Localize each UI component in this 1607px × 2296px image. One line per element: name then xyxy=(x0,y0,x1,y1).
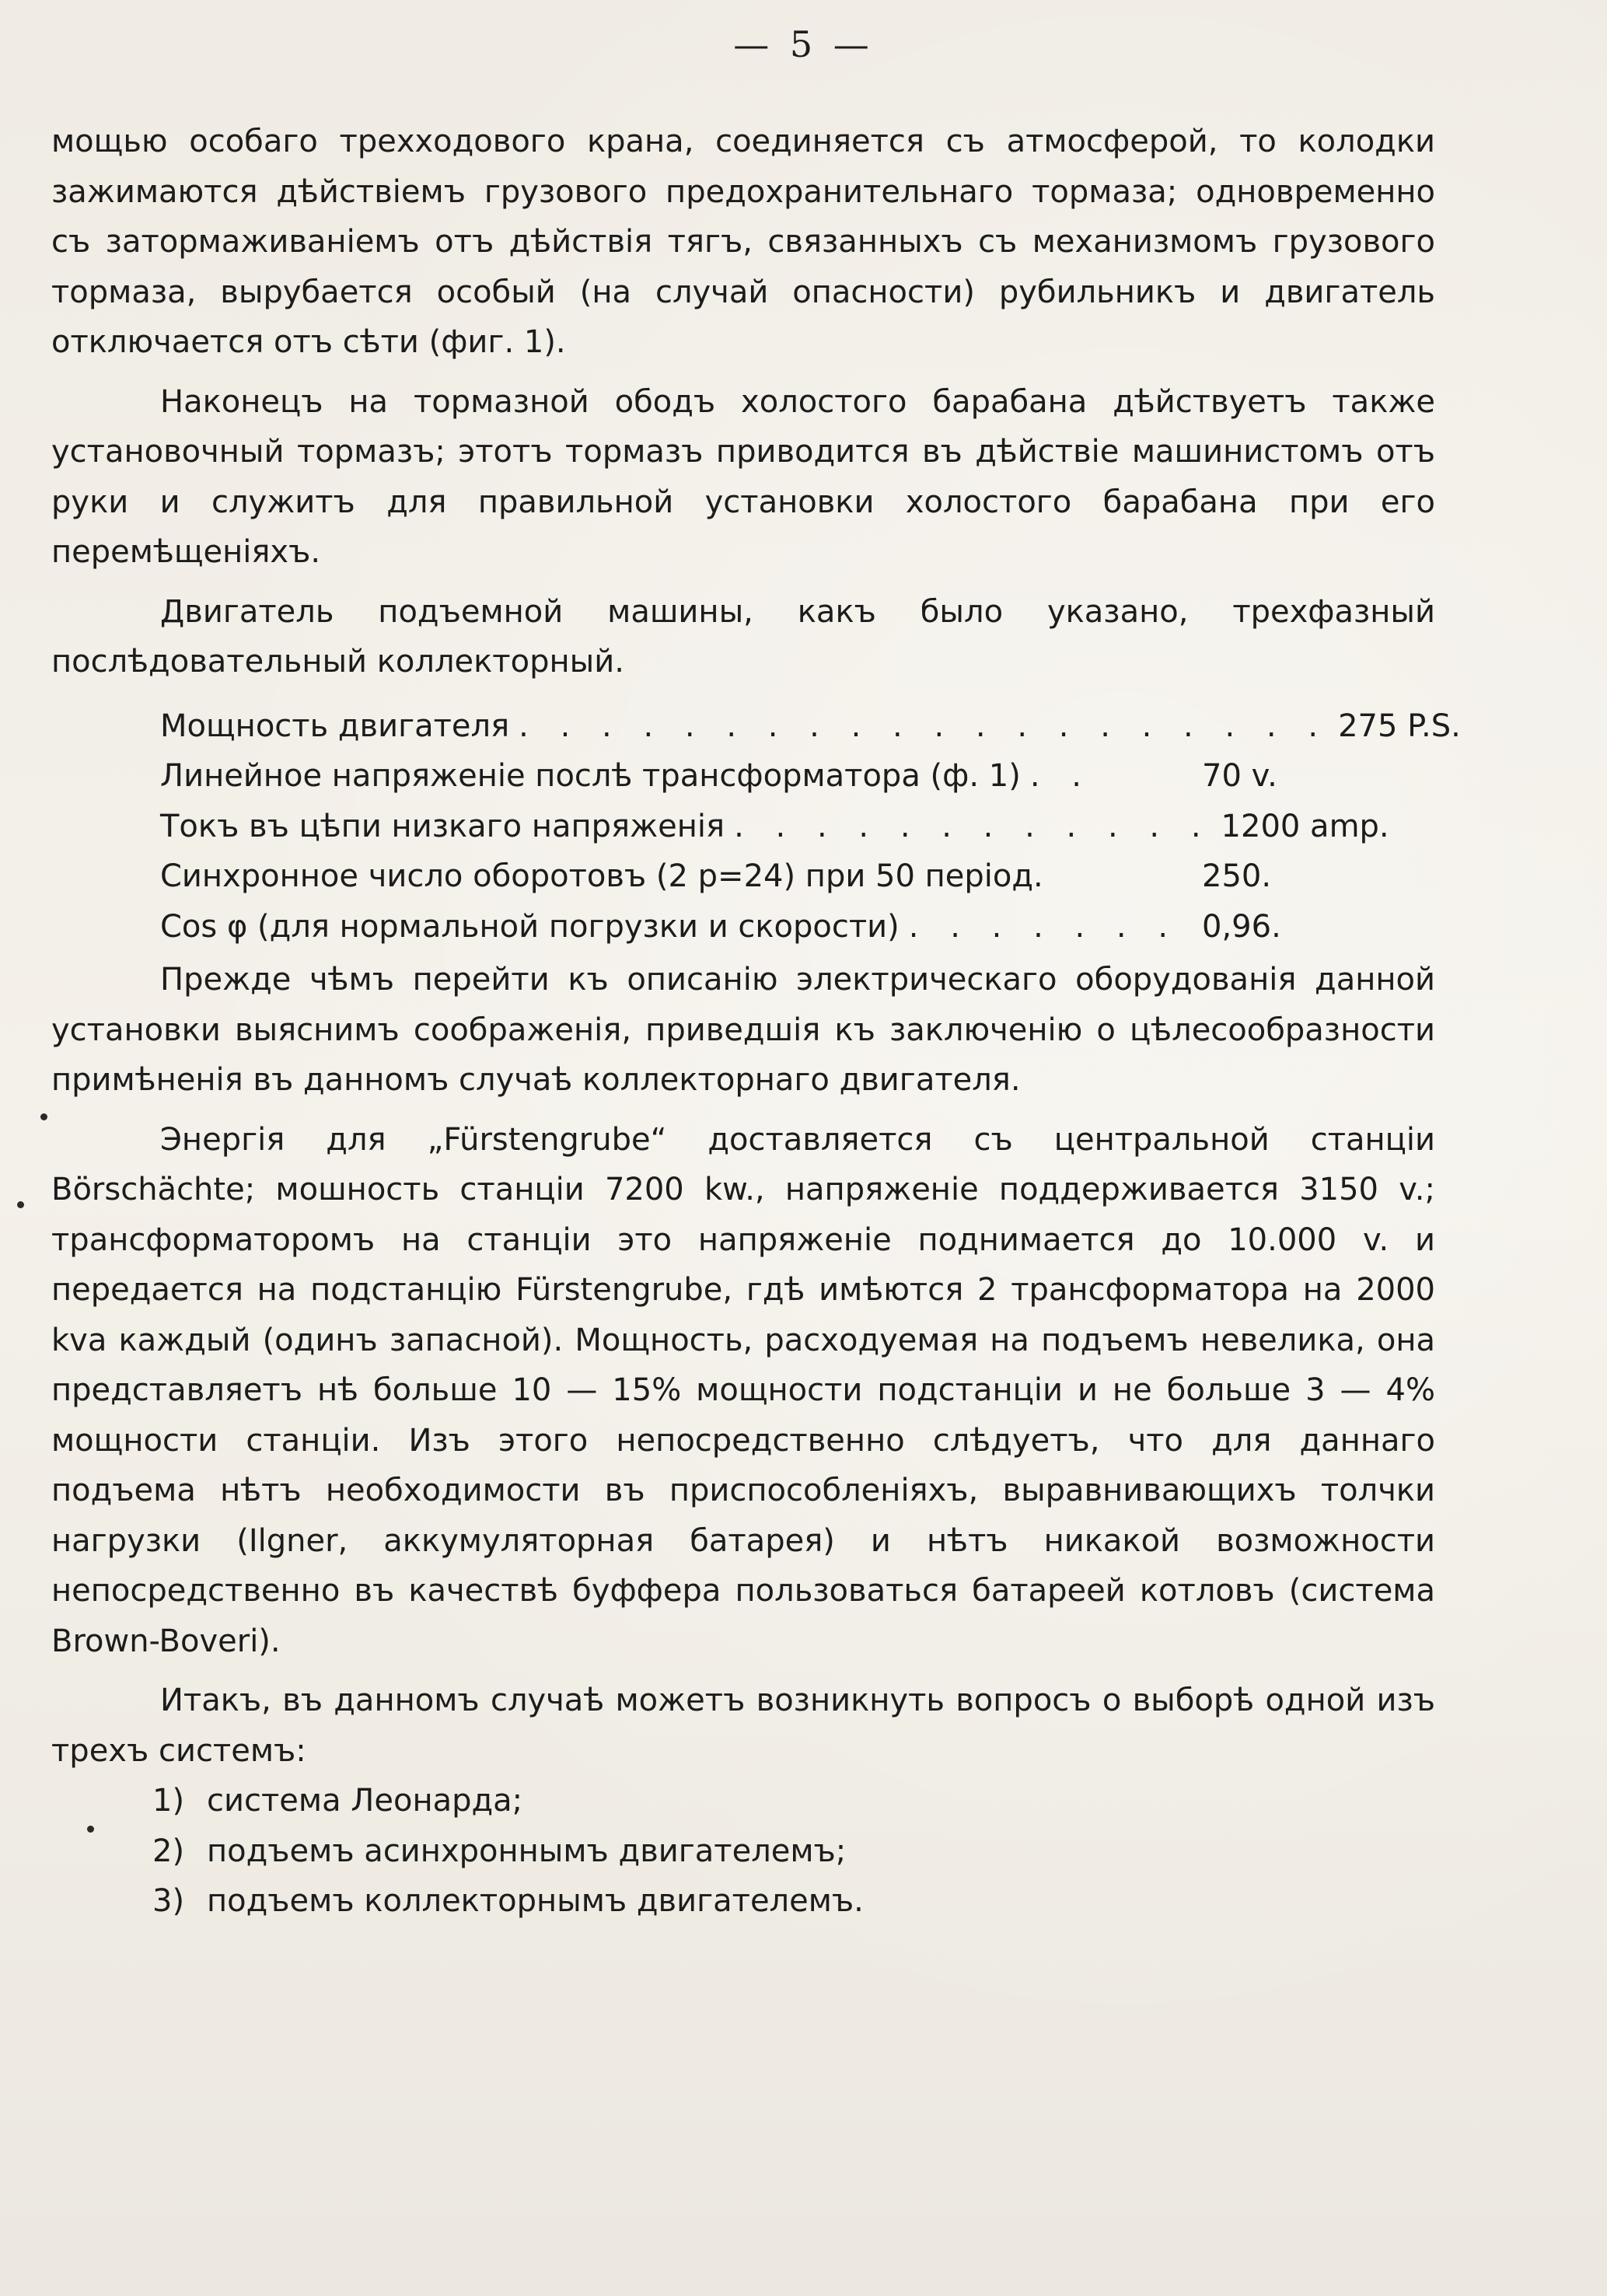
list-item xyxy=(51,1876,1435,1927)
spec-row xyxy=(51,701,1461,752)
spec-label: Токъ въ цѣпи низкаго напряженія xyxy=(160,808,725,844)
page-number: — 5 — xyxy=(733,23,874,65)
list-item-text: система Леонарда; xyxy=(207,1783,523,1819)
spec-value: 70 v. xyxy=(1202,758,1277,794)
motor-spec-list xyxy=(51,701,1461,952)
spec-row xyxy=(51,802,1435,852)
systems-list xyxy=(51,1776,1435,1927)
spec-label: Линейное напряженіе послѣ трансформатора (ф. 1) xyxy=(160,758,1021,794)
list-item xyxy=(51,1826,1435,1877)
spec-leader-dots xyxy=(1043,851,1202,902)
paragraph-setting-brake: Наконецъ на тормазной ободъ холостого барабана дѣйствуетъ также установочный тормазъ; этотъ тормазъ приводится въ дѣйствіе машинистомъ отъ руки и служитъ для правильной установки холостого барабана при его перемѣщеніяхъ. xyxy=(51,383,1435,570)
spec-row xyxy=(51,751,1435,802)
paragraph-collector-motor-reasons: Прежде чѣмъ перейти къ описанію электрическаго оборудованія данной установки выяснимъ соображенія, приведшія къ заключенію о цѣлесообразности примѣненія въ данномъ случаѣ коллекторнаго двигателя. xyxy=(51,962,1435,1098)
print-speck xyxy=(17,1201,24,1208)
list-item-number: 1) xyxy=(152,1783,185,1819)
spec-leader-dots: . . . . . . . . . . . . xyxy=(734,808,1212,844)
paragraph-system-choice: Итакъ, въ данномъ случаѣ можетъ возникнуть вопросъ о выборѣ одной изъ трехъ системъ: xyxy=(51,1683,1435,1769)
paragraph-energy-supply: Энергія для „Fürstengrube“ доставляется съ центральной станціи Börschächte; мошность станціи 7200 kw., напряженіе поддерживается 3150 v.; трансформаторомъ на станціи это напряженіе поднимается до 10.000 v. и передается на подстанцію Fürstengrube, гдѣ имѣются 2 трансформатора на 2000 kva каждый (одинъ запасной). Мощность, расходуемая на подъемъ невелика, она представляетъ нѣ больше 10 — 15% мощности подстанціи и не больше 3 — 4% мощности станціи. Изъ этого непосредственно слѣдуетъ, что для даннаго подъема нѣтъ необходимости въ приспособленіяхъ, выравнивающихъ толчки нагрузки (Ilgner, аккумуляторная батарея) и нѣтъ никакой возможности непосредственно въ качествѣ буффера пользоваться батареей котловъ (система Brown-Boveri). xyxy=(51,1121,1435,1659)
spec-value: 250. xyxy=(1202,858,1272,894)
spec-label: Синхронное число оборотовъ (2 p=24) при 50 період. xyxy=(160,858,1043,894)
spec-leader-dots: . . . . . . . xyxy=(908,908,1179,945)
spec-row xyxy=(51,902,1435,952)
spec-value: 275 P.S. xyxy=(1338,708,1461,744)
spec-label: Cos φ (для нормальной погрузки и скорости) xyxy=(160,908,900,945)
list-item-number: 2) xyxy=(152,1833,185,1869)
list-item-text: подъемъ коллекторнымъ двигателемъ. xyxy=(207,1883,864,1919)
spec-leader-dots: . . . . . . . . . . . . . . . . . . . . xyxy=(519,708,1329,744)
spec-value: 1200 amp. xyxy=(1221,808,1389,844)
list-item-number: 3) xyxy=(152,1883,185,1919)
spec-leader-dots: . . xyxy=(1029,758,1092,794)
list-item-text: подъемъ асинхроннымъ двигателемъ; xyxy=(207,1833,847,1869)
spec-row xyxy=(51,851,1435,902)
spec-value: 0,96. xyxy=(1202,908,1281,945)
print-speck xyxy=(40,1113,47,1120)
list-item xyxy=(51,1776,1435,1826)
page-body xyxy=(51,117,1461,1927)
paragraph-brake-continuation: мощью особаго трехходового крана, соединяется съ атмосферой, то колодки зажимаются дѣйствіемъ грузового предохранительнаго тормаза; одновременно съ затормаживаніемъ отъ дѣйствія тягъ, связанныхъ съ механизмомъ грузового тормаза, вырубается особый (на случай опасности) рубильникъ и двигатель отключается отъ сѣти (фиг. 1). xyxy=(51,124,1435,360)
paragraph-motor-intro: Двигатель подъемной машины, какъ было указано, трехфазный послѣдовательный коллекторный. xyxy=(51,593,1435,680)
spec-label: Мощность двигателя xyxy=(160,708,510,744)
print-speck xyxy=(87,1826,94,1833)
